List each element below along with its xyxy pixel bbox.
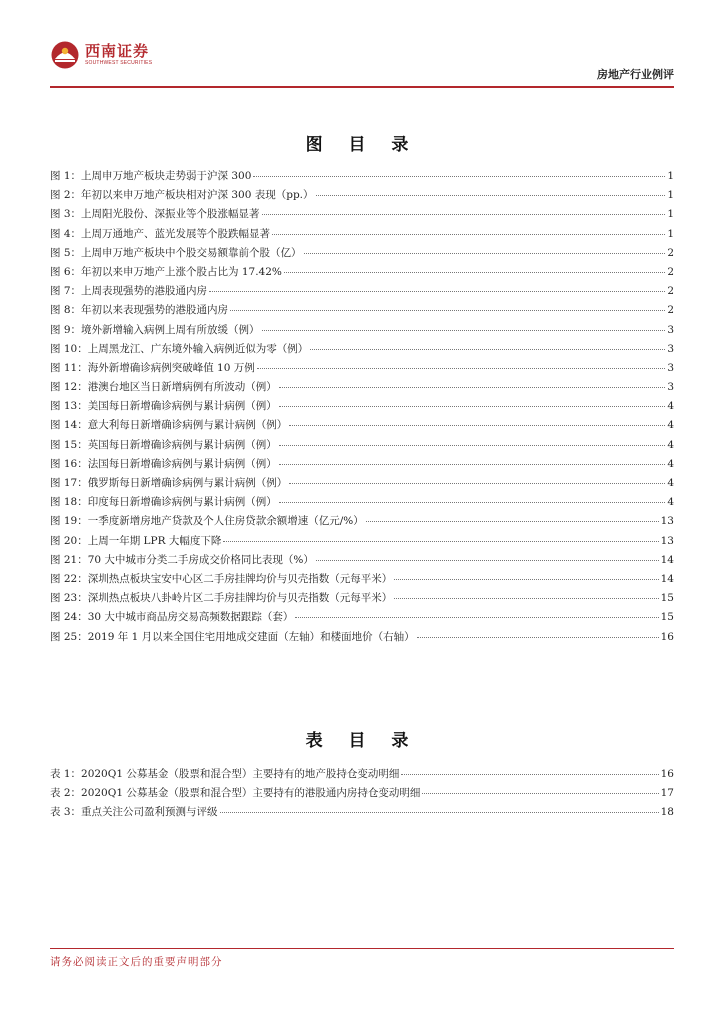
toc-entry-label: 图 6：年初以来申万地产上涨个股占比为 17.42%: [50, 265, 282, 278]
toc-entry-label: 图 7：上周表现强势的港股通内房: [50, 285, 208, 298]
toc-entry[interactable]: [50, 437, 674, 456]
toc-entry[interactable]: [50, 206, 674, 225]
logo-english-name: SOUTHWEST SECURITIES: [85, 60, 153, 66]
toc-entry-page-number: 3: [667, 342, 674, 355]
figure-index-list: [50, 168, 674, 648]
toc-entry-label: 图 24：30 大中城市商品房交易高频数据跟踪（套）: [50, 611, 294, 624]
toc-entry-label: 图 23：深圳热点板块八卦岭片区二手房挂牌均价与贝壳指数（元每平米）: [50, 592, 393, 605]
dot-leader: [394, 579, 658, 580]
toc-entry-page-number: 15: [660, 611, 674, 624]
toc-entry-page-number: 14: [660, 553, 674, 566]
toc-entry[interactable]: [50, 533, 674, 552]
page-header: [50, 40, 674, 86]
toc-entry-label: 图 16：法国每日新增确诊病例与累计病例（例）: [50, 457, 277, 470]
toc-entry-page-number: 1: [667, 227, 674, 240]
toc-entry-page-number: 3: [667, 361, 674, 374]
toc-entry[interactable]: [50, 766, 674, 785]
dot-leader: [209, 291, 665, 292]
dot-leader: [223, 541, 658, 542]
dot-leader: [366, 521, 659, 522]
toc-entry-page-number: 2: [667, 265, 674, 278]
toc-entry[interactable]: [50, 245, 674, 264]
dot-leader: [284, 272, 665, 273]
dot-leader: [262, 214, 666, 215]
toc-entry[interactable]: [50, 168, 674, 187]
dot-leader: [417, 637, 659, 638]
toc-entry[interactable]: [50, 804, 674, 823]
toc-entry-page-number: 3: [667, 323, 674, 336]
toc-entry-label: 图 5：上周申万地产板块中个股交易额靠前个股（亿）: [50, 246, 302, 259]
toc-entry-page-number: 4: [667, 496, 674, 509]
toc-entry-label: 图 3：上周阳光股份、深振业等个股涨幅显著: [50, 208, 260, 221]
toc-entry[interactable]: [50, 552, 674, 571]
dot-leader: [220, 812, 659, 813]
footer-disclaimer: 请务必阅读正文后的重要声明部分: [50, 956, 223, 968]
toc-entry[interactable]: [50, 302, 674, 321]
dot-leader: [422, 793, 658, 794]
toc-entry[interactable]: [50, 590, 674, 609]
figure-index-title: 图 目 录: [305, 135, 419, 155]
toc-entry-label: 表 1：2020Q1 公募基金（股票和混合型）主要持有的地产股持仓变动明细: [50, 768, 400, 780]
toc-entry-label: 图 22：深圳热点板块宝安中心区二手房挂牌均价与贝壳指数（元每平米）: [50, 572, 393, 585]
toc-entry-page-number: 1: [667, 189, 674, 202]
dot-leader: [289, 483, 665, 484]
toc-entry[interactable]: [50, 571, 674, 590]
dot-leader: [304, 253, 666, 254]
toc-entry-page-number: 16: [660, 768, 674, 780]
toc-entry[interactable]: [50, 187, 674, 206]
dot-leader: [289, 425, 665, 426]
dot-leader: [230, 310, 665, 311]
toc-entry-label: 图 19：一季度新增房地产贷款及个人住房贷款余额增速（亿元/%）: [50, 515, 364, 528]
table-index-title: 表 目 录: [305, 731, 419, 751]
dot-leader: [253, 176, 665, 177]
dot-leader: [295, 617, 658, 618]
toc-entry[interactable]: [50, 785, 674, 804]
header-divider: [50, 86, 674, 88]
toc-entry-page-number: 4: [667, 438, 674, 451]
toc-entry-page-number: 4: [667, 400, 674, 413]
company-logo: [50, 40, 152, 70]
dot-leader: [310, 349, 665, 350]
logo-chinese-name: 西南证券: [85, 42, 150, 60]
toc-entry[interactable]: [50, 226, 674, 245]
toc-entry-label: 图 9：境外新增输入病例上周有所放缓（例）: [50, 323, 260, 336]
toc-entry[interactable]: [50, 264, 674, 283]
toc-entry[interactable]: [50, 494, 674, 513]
dot-leader: [279, 406, 666, 407]
toc-entry-label: 图 25：2019 年 1 月以来全国住宅用地成交建面（左轴）和楼面地价（右轴）: [50, 630, 415, 643]
dot-leader: [401, 774, 658, 775]
toc-entry-page-number: 1: [667, 208, 674, 221]
toc-entry-page-number: 1: [667, 170, 674, 182]
toc-entry-label: 图 12：港澳台地区当日新增病例有所波动（例）: [50, 381, 277, 394]
toc-entry[interactable]: [50, 475, 674, 494]
toc-entry-label: 图 13：美国每日新增确诊病例与累计病例（例）: [50, 400, 277, 413]
toc-entry-label: 图 10：上周黑龙江、广东境外输入病例近似为零（例）: [50, 342, 309, 355]
toc-entry[interactable]: [50, 513, 674, 532]
table-index-list: [50, 766, 674, 824]
toc-entry-label: 图 20：上周一年期 LPR 大幅度下降: [50, 534, 222, 547]
toc-entry[interactable]: [50, 322, 674, 341]
dot-leader: [279, 464, 666, 465]
toc-entry-label: 表 2：2020Q1 公募基金（股票和混合型）主要持有的港股通内房持仓变动明细: [50, 787, 421, 800]
dot-leader: [279, 502, 666, 503]
toc-entry-page-number: 2: [667, 304, 674, 317]
toc-entry-page-number: 13: [660, 534, 674, 547]
toc-entry-label: 表 3：重点关注公司盈利预测与评级: [50, 806, 218, 819]
toc-entry-label: 图 2：年初以来申万地产板块相对沪深 300 表现（pp.）: [50, 189, 314, 202]
dot-leader: [316, 560, 659, 561]
toc-entry[interactable]: [50, 283, 674, 302]
dot-leader: [279, 387, 666, 388]
toc-entry[interactable]: [50, 609, 674, 628]
toc-entry-page-number: 4: [667, 457, 674, 470]
toc-entry[interactable]: [50, 417, 674, 436]
toc-entry-label: 图 1：上周申万地产板块走势弱于沪深 300: [50, 170, 252, 182]
toc-entry-page-number: 2: [667, 285, 674, 298]
toc-entry-page-number: 16: [660, 630, 674, 643]
dot-leader: [262, 330, 666, 331]
toc-entry-page-number: 4: [667, 419, 674, 432]
toc-entry-page-number: 4: [667, 477, 674, 489]
toc-entry[interactable]: [50, 456, 674, 475]
toc-entry-page-number: 2: [667, 246, 674, 259]
logo-emblem-icon: [50, 40, 80, 70]
footer-divider: [50, 948, 674, 949]
dot-leader: [316, 195, 666, 196]
dot-leader: [272, 234, 665, 235]
toc-entry-page-number: 18: [660, 806, 674, 819]
dot-leader: [394, 598, 658, 599]
toc-entry-label: 图 4：上周万通地产、蓝光发展等个股跌幅显著: [50, 227, 271, 240]
toc-entry-label: 图 15：英国每日新增确诊病例与累计病例（例）: [50, 438, 277, 451]
toc-entry-label: 图 14：意大利每日新增确诊病例与累计病例（例）: [50, 419, 288, 432]
toc-entry-page-number: 17: [660, 787, 674, 800]
report-type: 房地产行业例评: [597, 68, 674, 81]
toc-entry-label: 图 8：年初以来表现强势的港股通内房: [50, 304, 229, 317]
toc-entry-page-number: 3: [667, 381, 674, 394]
toc-entry[interactable]: [50, 379, 674, 398]
dot-leader: [257, 368, 666, 369]
dot-leader: [279, 445, 666, 446]
toc-entry[interactable]: [50, 341, 674, 360]
toc-entry-page-number: 14: [660, 572, 674, 585]
toc-entry[interactable]: [50, 629, 674, 648]
toc-entry-label: 图 21：70 大中城市分类二手房成交价格同比表现（%）: [50, 553, 314, 566]
toc-entry[interactable]: [50, 360, 674, 379]
toc-entry-page-number: 15: [660, 592, 674, 605]
toc-entry-label: 图 17：俄罗斯每日新增确诊病例与累计病例（例）: [50, 477, 288, 489]
toc-entry-page-number: 13: [660, 515, 674, 528]
toc-entry-label: 图 11：海外新增确诊病例突破峰值 10 万例: [50, 361, 255, 374]
toc-entry[interactable]: [50, 398, 674, 417]
toc-entry-label: 图 18：印度每日新增确诊病例与累计病例（例）: [50, 496, 277, 509]
